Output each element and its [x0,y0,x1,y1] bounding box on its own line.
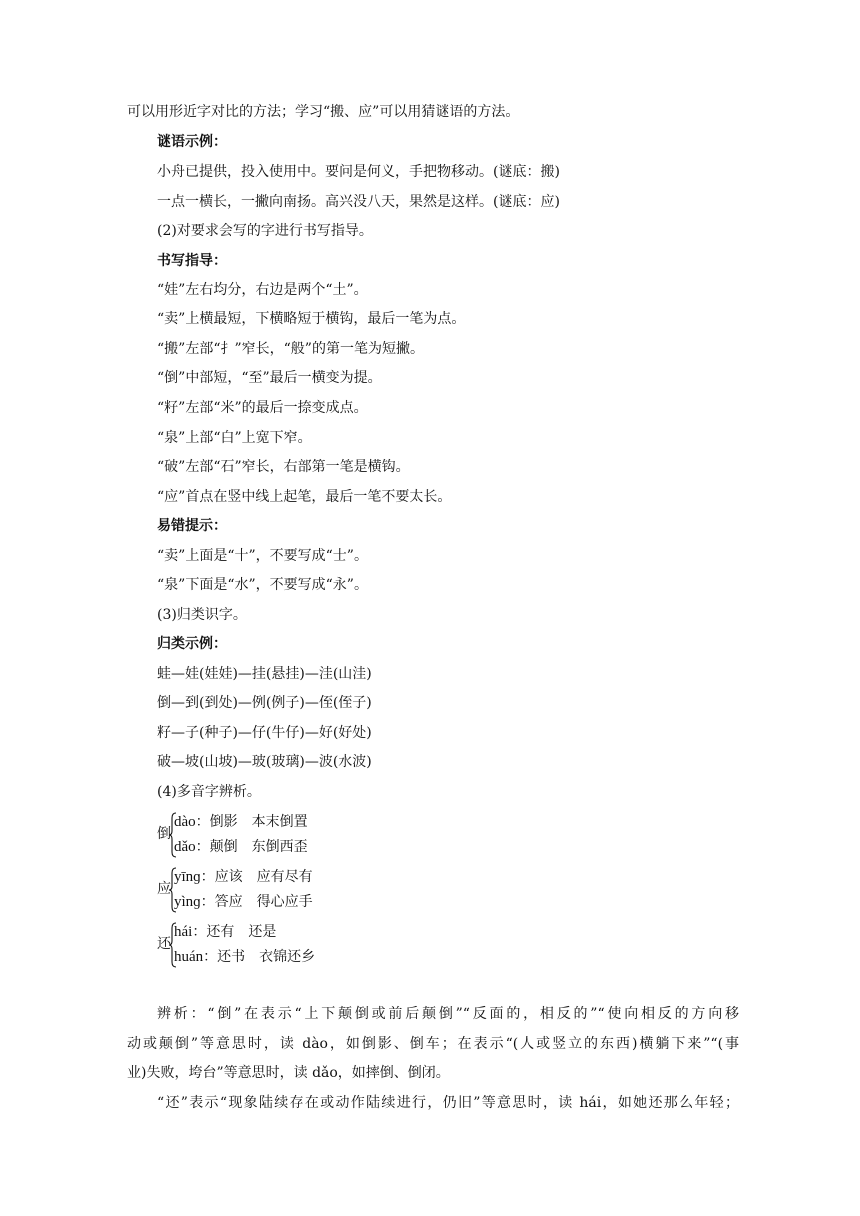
writing-guide-item: “应”首点在竖中线上起笔，最后一笔不要太长。 [157,489,452,505]
analysis-paragraph-line: 动或颠倒”等意思时，读 dào，如倒影、倒车；在表示“(人或竖立的东西)横躺下来”“(事 [127,1036,739,1052]
writing-guide-item: “搬”左部“扌”窄长，“般”的第一笔为短撇。 [157,341,424,357]
step-4-heading: (4)多音字辨析。 [157,784,261,800]
riddle-heading: 谜语示例： [157,134,227,150]
analysis-paragraph-line: 业)失败，垮台”等意思时，读 dǎo，如摔倒、倒闭。 [127,1065,450,1081]
classification-item: 倒—到(到处)—例(例子)—侄(侄子) [157,695,372,711]
error-tip-item: “泉”下面是“水”，不要写成“永”。 [157,577,368,593]
polyphone-reading: dǎo：颠倒 东倒西歪 [174,839,308,855]
riddle-example-2: 一点一横长，一撇向南扬。高兴没八天，果然是这样。(谜底：应) [157,194,560,210]
classification-heading: 归类示例： [157,636,227,652]
polyphone-char: 倒 [157,826,171,842]
polyphone-reading: hái：还有 还是 [174,924,277,940]
polyphone-reading: yìnɡ：答应 得心应手 [174,894,313,910]
classification-item: 蛙—娃(娃娃)—挂(悬挂)—洼(山洼) [157,666,372,682]
polyphone-reading: yīnɡ：应该 应有尽有 [174,869,313,885]
writing-guide-item: “籽”左部“米”的最后一捺变成点。 [157,400,368,416]
analysis-paragraph-line: 辨析：“倒”在表示“上下颠倒或前后颠倒”“反面的，相反的”“使向相反的方向移 [157,1006,739,1022]
riddle-example-1: 小舟已提供，投入使用中。要问是何义，手把物移动。(谜底：搬) [157,164,560,180]
error-tip-item: “卖”上面是“十”，不要写成“士”。 [157,548,368,564]
classification-item: 籽—子(种子)—仔(牛仔)—好(好处) [157,725,372,741]
polyphone-reading: dào：倒影 本末倒置 [174,814,308,830]
analysis-paragraph-line: “还”表示“现象陆续存在或动作陆续进行，仍旧”等意思时，读 hái，如她还那么年轻； [157,1095,739,1111]
classification-item: 破—坡(山坡)—玻(玻璃)—波(水波) [157,754,372,770]
polyphone-char: 应 [157,881,171,897]
writing-guide-heading: 书写指导： [157,253,227,269]
writing-guide-item: “倒”中部短，“至”最后一横变为提。 [157,370,382,386]
error-tips-heading: 易错提示： [157,518,227,534]
writing-guide-item: “破”左部“石”窄长，右部第一笔是横钩。 [157,459,410,475]
writing-guide-item: “娃”左右均分，右边是两个“土”。 [157,282,368,298]
polyphone-reading: huán：还书 衣锦还乡 [174,949,316,965]
writing-guide-item: “卖”上横最短，下横略短于横钩，最后一笔为点。 [157,311,466,327]
polyphone-char: 还 [157,936,171,952]
writing-guide-item: “泉”上部“白”上宽下窄。 [157,430,312,446]
step-2-heading: (2)对要求会写的字进行书写指导。 [157,223,373,239]
intro-line: 可以用形近字对比的方法；学习“搬、应”可以用猜谜语的方法。 [127,104,520,120]
step-3-heading: (3)归类识字。 [157,607,247,623]
